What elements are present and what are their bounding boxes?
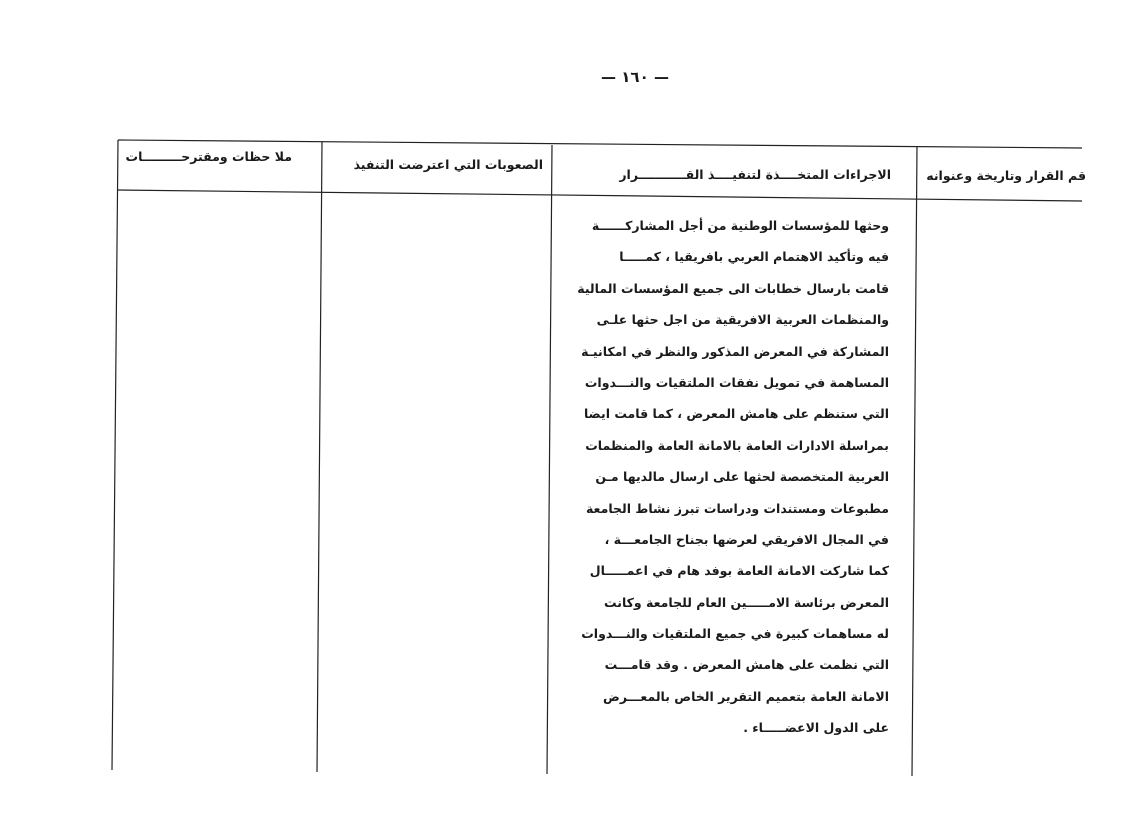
column-divider-actions bbox=[912, 147, 917, 776]
column-divider-difficulties bbox=[547, 145, 552, 774]
header-remarks: ملا حظات ومقترحـــــــــات bbox=[125, 149, 292, 164]
text-line: الامانة العامة بتعميم التقرير الخاص بالمعـــرض bbox=[603, 688, 889, 704]
table-left-border bbox=[112, 140, 118, 770]
text-line: له مساهمات كبيرة في جميع الملتقيات والنـــدوات bbox=[581, 626, 889, 642]
header-bottom-border bbox=[118, 190, 1082, 201]
text-line: وحثها للمؤسسات الوطنية من أجل المشاركــــــة bbox=[591, 218, 889, 233]
text-line: على الدول الاعضـــــاء . bbox=[743, 720, 889, 736]
text-line: قامت بارسال خطابات الى جميع المؤسسات المالية bbox=[577, 280, 889, 296]
actions-cell-text bbox=[555, 210, 889, 744]
header-actions: الاجراءات المتخــــذة لتنفيــــذ القـــــــــــرار bbox=[619, 167, 891, 182]
text-line: في المجال الافريقي لعرضها بجناح الجامعـــة ، bbox=[604, 531, 889, 547]
text-line: المشاركة في المعرض المذكور والنظر في امكانيـة bbox=[581, 343, 889, 359]
column-divider-remarks bbox=[317, 142, 322, 772]
text-line: العربية المتخصصة لحثها على ارسال مالديها مـن bbox=[595, 469, 889, 485]
text-line: المعرض برئاسة الامـــــين العام للجامعة وكانت bbox=[604, 594, 889, 610]
text-line: التي نظمت على هامش المعرض . وقد قامـــت bbox=[604, 657, 889, 673]
page-number: — ١٦٠ — bbox=[601, 68, 669, 86]
header-difficulties: الصعوبات التي اعترضت التنفيذ bbox=[353, 157, 543, 172]
text-line: مطبوعات ومستندات ودراسات تبرز نشاط الجامعة bbox=[585, 500, 889, 516]
table-top-border bbox=[118, 140, 1082, 148]
text-line: التي ستنظم على هامش المعرض ، كما قامت ايضا bbox=[583, 406, 889, 422]
header-decision: قم القرار وتاريخة وعنوانه bbox=[926, 168, 1086, 183]
text-line: بمراسلة الادارات العامة بالامانة العامة والمنظمات bbox=[585, 437, 889, 453]
text-line: والمنظمات العربية الافريقية من اجل حثها علـى bbox=[596, 312, 889, 328]
text-line: فيه وتأكيد الاهتمام العربي بافريقيا ، كمـــــا bbox=[619, 249, 889, 265]
text-line: كما شاركت الامانة العامة بوفد هام في اعمـــــال bbox=[589, 563, 889, 579]
text-line: المساهمة في تمويل نفقات الملتقيات والنـــدوات bbox=[584, 374, 889, 390]
